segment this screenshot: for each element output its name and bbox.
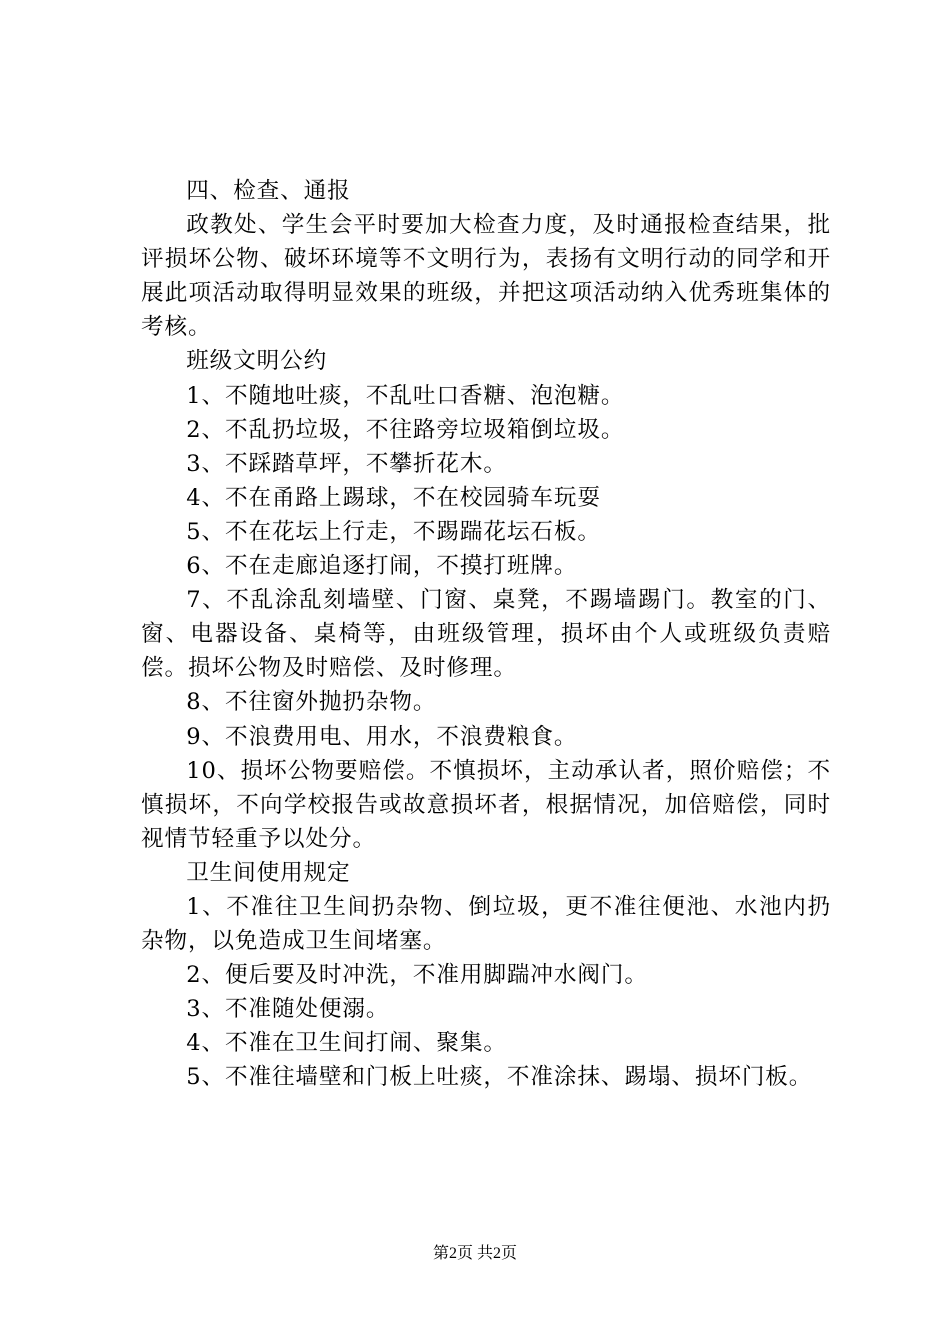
convention-item-9: 9、不浪费用电、用水，不浪费粮食。: [186, 723, 578, 750]
page-number-footer: 第2页 共2页: [432, 1245, 517, 1262]
section-heading-inspection: 四、检查、通报: [186, 178, 351, 204]
convention-item-4: 4、不在甬路上踢球，不在校园骑车玩耍: [186, 484, 601, 511]
restroom-rule-2: 2、便后要及时冲洗，不准用脚踹冲水阀门。: [186, 962, 648, 989]
convention-item-7: 7、不乱涂乱刻墙壁、门窗、桌凳，不踢墙踢门。教室的门、窗、电器设备、桌椅等，由班级管理，损坏由个人或班级负责赔偿。损坏公物及时赔偿、及时修理。: [141, 587, 831, 682]
convention-item-10: 10、损坏公物要赔偿。不慎损坏，主动承认者，照价赔偿；不慎损坏，不向学校报告或故意损坏者，根据情况，加倍赔偿，同时视情节轻重予以处分。: [141, 757, 831, 852]
section-heading-restroom-rules: 卫生间使用规定: [186, 859, 351, 886]
paragraph-inspection-body: 政教处、学生会平时要加大检查力度，及时通报检查结果，批评损坏公物、破坏环境等不文明行为，表扬有文明行动的同学和开展此项活动取得明显效果的班级，并把这项活动纳入优秀班集体的考核。: [141, 212, 831, 341]
restroom-rule-1: 1、不准往卫生间扔杂物、倒垃圾，更不准往便池、水池内扔杂物，以免造成卫生间堵塞。: [141, 893, 831, 955]
section-heading-class-convention: 班级文明公约: [186, 348, 328, 375]
restroom-rule-4: 4、不准在卫生间打闹、聚集。: [186, 1030, 507, 1057]
document-body: [141, 174, 831, 1095]
convention-item-2: 2、不乱扔垃圾，不往路旁垃圾箱倒垃圾。: [186, 416, 625, 443]
convention-item-1: 1、不随地吐痰，不乱吐口香糖、泡泡糖。: [186, 382, 625, 409]
restroom-rule-3: 3、不准随处便溺。: [186, 996, 390, 1023]
convention-item-5: 5、不在花坛上行走，不踢踹花坛石板。: [186, 518, 601, 545]
restroom-rule-5: 5、不准往墙壁和门板上吐痰，不准涂抹、踢塌、损坏门板。: [186, 1064, 813, 1091]
convention-item-8: 8、不往窗外抛扔杂物。: [186, 689, 437, 716]
convention-item-3: 3、不踩踏草坪，不攀折花木。: [186, 450, 507, 477]
convention-item-6: 6、不在走廊追逐打闹，不摸打班牌。: [186, 553, 578, 580]
